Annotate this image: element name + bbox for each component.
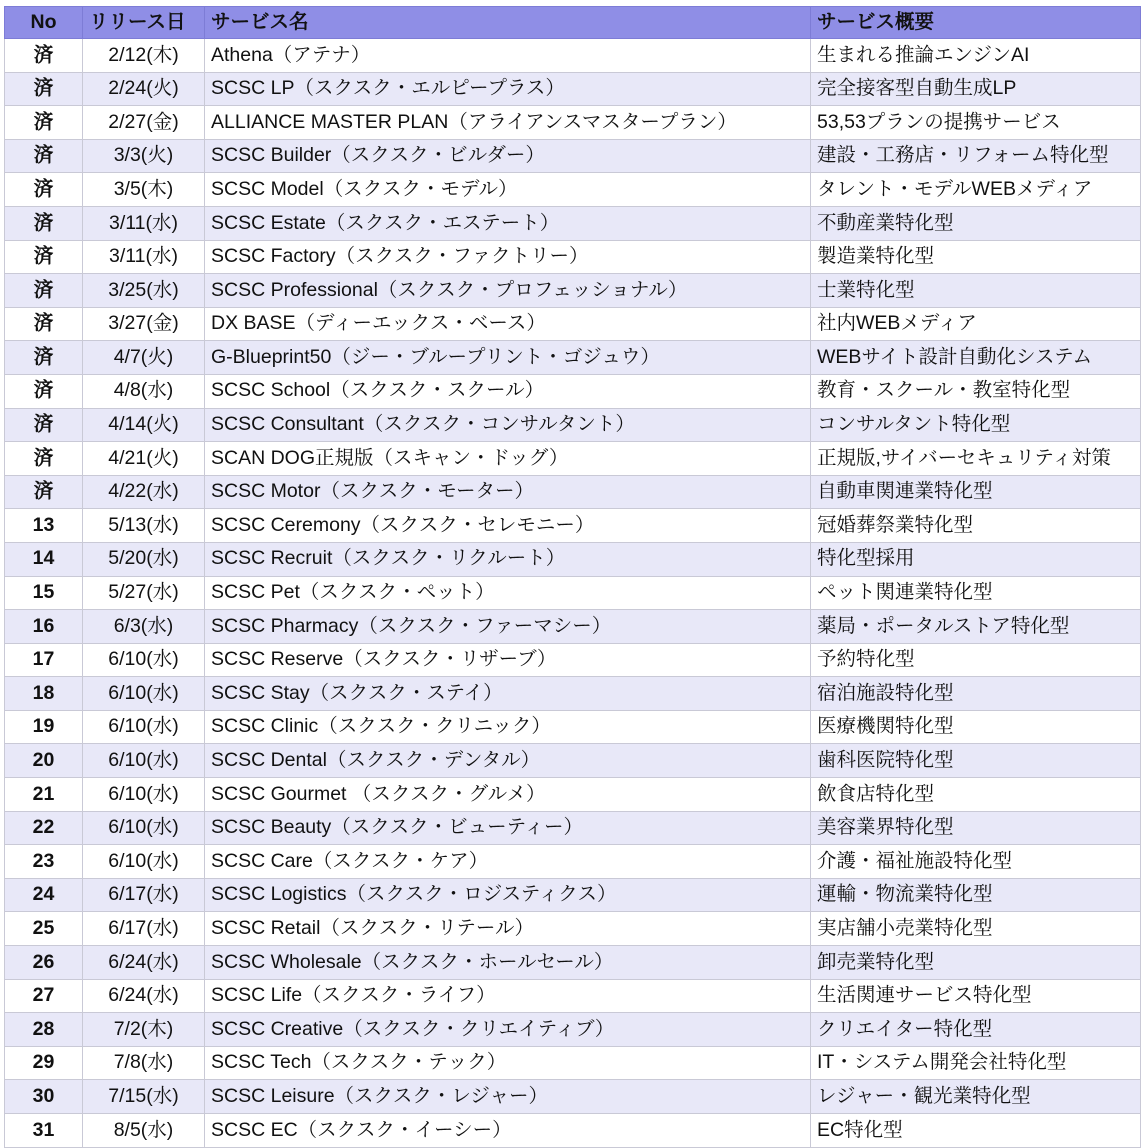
cell-no: 21 [5, 778, 83, 812]
table-row [5, 72, 1141, 106]
table-row [5, 475, 1141, 509]
table-row [5, 442, 1141, 476]
cell-service-name: SCSC Beauty（スクスク・ビューティー） [205, 811, 811, 845]
cell-service-name: SCSC Ceremony（スクスク・セレモニー） [205, 509, 811, 543]
cell-service-summary: 飲食店特化型 [811, 778, 1141, 812]
table-row [5, 206, 1141, 240]
cell-service-summary: 医療機関特化型 [811, 710, 1141, 744]
cell-service-summary: 歯科医院特化型 [811, 744, 1141, 778]
cell-release-date: 5/20(水) [83, 542, 205, 576]
cell-service-summary: 生まれる推論エンジンAI [811, 39, 1141, 73]
release-schedule-table-container [4, 6, 1141, 1148]
cell-release-date: 5/13(水) [83, 509, 205, 543]
cell-service-name: SCSC Clinic（スクスク・クリニック） [205, 710, 811, 744]
table-row [5, 341, 1141, 375]
cell-service-name: ALLIANCE MASTER PLAN（アライアンスマスタープラン） [205, 106, 811, 140]
cell-service-name: SCSC LP（スクスク・エルピープラス） [205, 72, 811, 106]
cell-release-date: 6/10(水) [83, 845, 205, 879]
cell-service-name: SCSC Gourmet （スクスク・グルメ） [205, 778, 811, 812]
table-row [5, 240, 1141, 274]
table-row [5, 39, 1141, 73]
cell-service-name: Athena（アテナ） [205, 39, 811, 73]
table-body [5, 39, 1141, 1148]
cell-no: 31 [5, 1114, 83, 1148]
cell-service-summary: ペット関連業特化型 [811, 576, 1141, 610]
cell-no: 27 [5, 979, 83, 1013]
cell-service-name: DX BASE（ディーエックス・ベース） [205, 307, 811, 341]
cell-no: 23 [5, 845, 83, 879]
cell-no: 済 [5, 307, 83, 341]
cell-release-date: 2/12(木) [83, 39, 205, 73]
cell-no: 30 [5, 1080, 83, 1114]
table-row [5, 509, 1141, 543]
release-schedule-table [4, 6, 1141, 1148]
cell-no: 済 [5, 173, 83, 207]
cell-release-date: 6/24(水) [83, 946, 205, 980]
cell-service-summary: 運輸・物流業特化型 [811, 878, 1141, 912]
cell-service-name: SCSC Builder（スクスク・ビルダー） [205, 139, 811, 173]
cell-no: 29 [5, 1046, 83, 1080]
table-row [5, 979, 1141, 1013]
cell-service-name: SCSC Recruit（スクスク・リクルート） [205, 542, 811, 576]
cell-service-summary: 実店舗小売業特化型 [811, 912, 1141, 946]
cell-release-date: 6/3(水) [83, 610, 205, 644]
cell-release-date: 3/11(水) [83, 240, 205, 274]
cell-release-date: 3/25(水) [83, 274, 205, 308]
cell-release-date: 8/5(水) [83, 1114, 205, 1148]
cell-no: 済 [5, 442, 83, 476]
cell-service-summary: 宿泊施設特化型 [811, 677, 1141, 711]
cell-no: 28 [5, 1013, 83, 1047]
table-row [5, 307, 1141, 341]
cell-release-date: 4/21(火) [83, 442, 205, 476]
table-row [5, 744, 1141, 778]
cell-no: 15 [5, 576, 83, 610]
cell-service-name: SCSC Retail（スクスク・リテール） [205, 912, 811, 946]
cell-service-summary: タレント・モデルWEBメディア [811, 173, 1141, 207]
cell-service-summary: コンサルタント特化型 [811, 408, 1141, 442]
cell-no: 済 [5, 39, 83, 73]
cell-service-summary: 不動産業特化型 [811, 206, 1141, 240]
header-release-date: リリース日 [83, 7, 205, 39]
cell-no: 17 [5, 643, 83, 677]
table-row [5, 542, 1141, 576]
table-row [5, 1114, 1141, 1148]
header-service-summary: サービス概要 [811, 7, 1141, 39]
cell-service-name: SCSC Pet（スクスク・ペット） [205, 576, 811, 610]
cell-service-name: SCSC Professional（スクスク・プロフェッショナル） [205, 274, 811, 308]
table-row [5, 811, 1141, 845]
table-row [5, 576, 1141, 610]
cell-service-summary: WEBサイト設計自動化システム [811, 341, 1141, 375]
cell-release-date: 7/2(木) [83, 1013, 205, 1047]
cell-service-name: SCSC Reserve（スクスク・リザーブ） [205, 643, 811, 677]
cell-service-summary: レジャー・観光業特化型 [811, 1080, 1141, 1114]
cell-service-name: SCSC Factory（スクスク・ファクトリー） [205, 240, 811, 274]
cell-service-summary: クリエイター特化型 [811, 1013, 1141, 1047]
cell-service-name: SCSC Wholesale（スクスク・ホールセール） [205, 946, 811, 980]
cell-no: 19 [5, 710, 83, 744]
cell-service-summary: IT・システム開発会社特化型 [811, 1046, 1141, 1080]
cell-release-date: 6/10(水) [83, 778, 205, 812]
cell-no: 済 [5, 475, 83, 509]
cell-no: 済 [5, 240, 83, 274]
cell-service-name: SCSC Pharmacy（スクスク・ファーマシー） [205, 610, 811, 644]
table-row [5, 710, 1141, 744]
cell-no: 24 [5, 878, 83, 912]
cell-service-summary: 建設・工務店・リフォーム特化型 [811, 139, 1141, 173]
cell-no: 22 [5, 811, 83, 845]
cell-release-date: 6/17(水) [83, 912, 205, 946]
cell-no: 済 [5, 408, 83, 442]
cell-release-date: 4/14(火) [83, 408, 205, 442]
cell-service-name: SCSC Dental（スクスク・デンタル） [205, 744, 811, 778]
table-row [5, 845, 1141, 879]
cell-no: 26 [5, 946, 83, 980]
table-row [5, 374, 1141, 408]
cell-service-name: SCSC EC（スクスク・イーシー） [205, 1114, 811, 1148]
cell-service-summary: 特化型採用 [811, 542, 1141, 576]
cell-release-date: 6/10(水) [83, 811, 205, 845]
table-row [5, 1013, 1141, 1047]
cell-service-summary: 生活関連サービス特化型 [811, 979, 1141, 1013]
cell-no: 済 [5, 274, 83, 308]
table-row [5, 139, 1141, 173]
cell-release-date: 3/3(火) [83, 139, 205, 173]
cell-no: 済 [5, 206, 83, 240]
cell-service-name: SCSC Logistics（スクスク・ロジスティクス） [205, 878, 811, 912]
table-row [5, 408, 1141, 442]
cell-release-date: 2/27(金) [83, 106, 205, 140]
cell-service-summary: 美容業界特化型 [811, 811, 1141, 845]
cell-no: 13 [5, 509, 83, 543]
cell-no: 16 [5, 610, 83, 644]
cell-service-summary: EC特化型 [811, 1114, 1141, 1148]
cell-release-date: 7/15(水) [83, 1080, 205, 1114]
cell-release-date: 2/24(火) [83, 72, 205, 106]
cell-service-name: SCSC Estate（スクスク・エステート） [205, 206, 811, 240]
table-row [5, 946, 1141, 980]
cell-service-name: SCSC Care（スクスク・ケア） [205, 845, 811, 879]
cell-service-summary: 介護・福祉施設特化型 [811, 845, 1141, 879]
cell-service-name: SCSC Creative（スクスク・クリエイティブ） [205, 1013, 811, 1047]
cell-service-name: SCSC Model（スクスク・モデル） [205, 173, 811, 207]
cell-service-name: SCAN DOG正規版（スキャン・ドッグ） [205, 442, 811, 476]
cell-release-date: 3/5(木) [83, 173, 205, 207]
cell-no: 済 [5, 72, 83, 106]
cell-no: 14 [5, 542, 83, 576]
cell-no: 済 [5, 374, 83, 408]
cell-service-summary: 薬局・ポータルストア特化型 [811, 610, 1141, 644]
table-row [5, 1046, 1141, 1080]
table-header [5, 7, 1141, 39]
cell-service-summary: 社内WEBメディア [811, 307, 1141, 341]
table-row [5, 643, 1141, 677]
cell-service-summary: 予約特化型 [811, 643, 1141, 677]
cell-service-name: SCSC Stay（スクスク・ステイ） [205, 677, 811, 711]
cell-no: 済 [5, 341, 83, 375]
cell-service-name: G-Blueprint50（ジー・ブループリント・ゴジュウ） [205, 341, 811, 375]
cell-release-date: 6/24(水) [83, 979, 205, 1013]
header-row [5, 7, 1141, 39]
cell-service-name: SCSC Leisure（スクスク・レジャー） [205, 1080, 811, 1114]
cell-release-date: 6/10(水) [83, 710, 205, 744]
table-row [5, 610, 1141, 644]
cell-service-name: SCSC Consultant（スクスク・コンサルタント） [205, 408, 811, 442]
cell-service-name: SCSC Motor（スクスク・モーター） [205, 475, 811, 509]
cell-release-date: 5/27(水) [83, 576, 205, 610]
table-row [5, 912, 1141, 946]
cell-release-date: 4/22(水) [83, 475, 205, 509]
cell-release-date: 6/17(水) [83, 878, 205, 912]
cell-no: 18 [5, 677, 83, 711]
cell-release-date: 6/10(水) [83, 643, 205, 677]
table-row [5, 778, 1141, 812]
cell-service-summary: 卸売業特化型 [811, 946, 1141, 980]
cell-service-summary: 正規版,サイバーセキュリティ対策 [811, 442, 1141, 476]
cell-service-name: SCSC School（スクスク・スクール） [205, 374, 811, 408]
table-row [5, 274, 1141, 308]
table-row [5, 1080, 1141, 1114]
cell-service-name: SCSC Life（スクスク・ライフ） [205, 979, 811, 1013]
cell-no: 20 [5, 744, 83, 778]
header-service-name: サービス名 [205, 7, 811, 39]
cell-no: 済 [5, 106, 83, 140]
cell-release-date: 3/27(金) [83, 307, 205, 341]
table-row [5, 677, 1141, 711]
cell-release-date: 4/7(火) [83, 341, 205, 375]
cell-release-date: 6/10(水) [83, 744, 205, 778]
table-row [5, 106, 1141, 140]
cell-service-summary: 自動車関連業特化型 [811, 475, 1141, 509]
cell-service-summary: 士業特化型 [811, 274, 1141, 308]
cell-service-summary: 製造業特化型 [811, 240, 1141, 274]
cell-release-date: 7/8(水) [83, 1046, 205, 1080]
cell-service-name: SCSC Tech（スクスク・テック） [205, 1046, 811, 1080]
cell-no: 25 [5, 912, 83, 946]
cell-service-summary: 冠婚葬祭業特化型 [811, 509, 1141, 543]
cell-service-summary: 教育・スクール・教室特化型 [811, 374, 1141, 408]
cell-release-date: 6/10(水) [83, 677, 205, 711]
table-row [5, 173, 1141, 207]
cell-no: 済 [5, 139, 83, 173]
cell-service-summary: 完全接客型自動生成LP [811, 72, 1141, 106]
header-no: No [5, 7, 83, 39]
cell-release-date: 4/8(水) [83, 374, 205, 408]
table-row [5, 878, 1141, 912]
cell-service-summary: 53,53プランの提携サービス [811, 106, 1141, 140]
cell-release-date: 3/11(水) [83, 206, 205, 240]
